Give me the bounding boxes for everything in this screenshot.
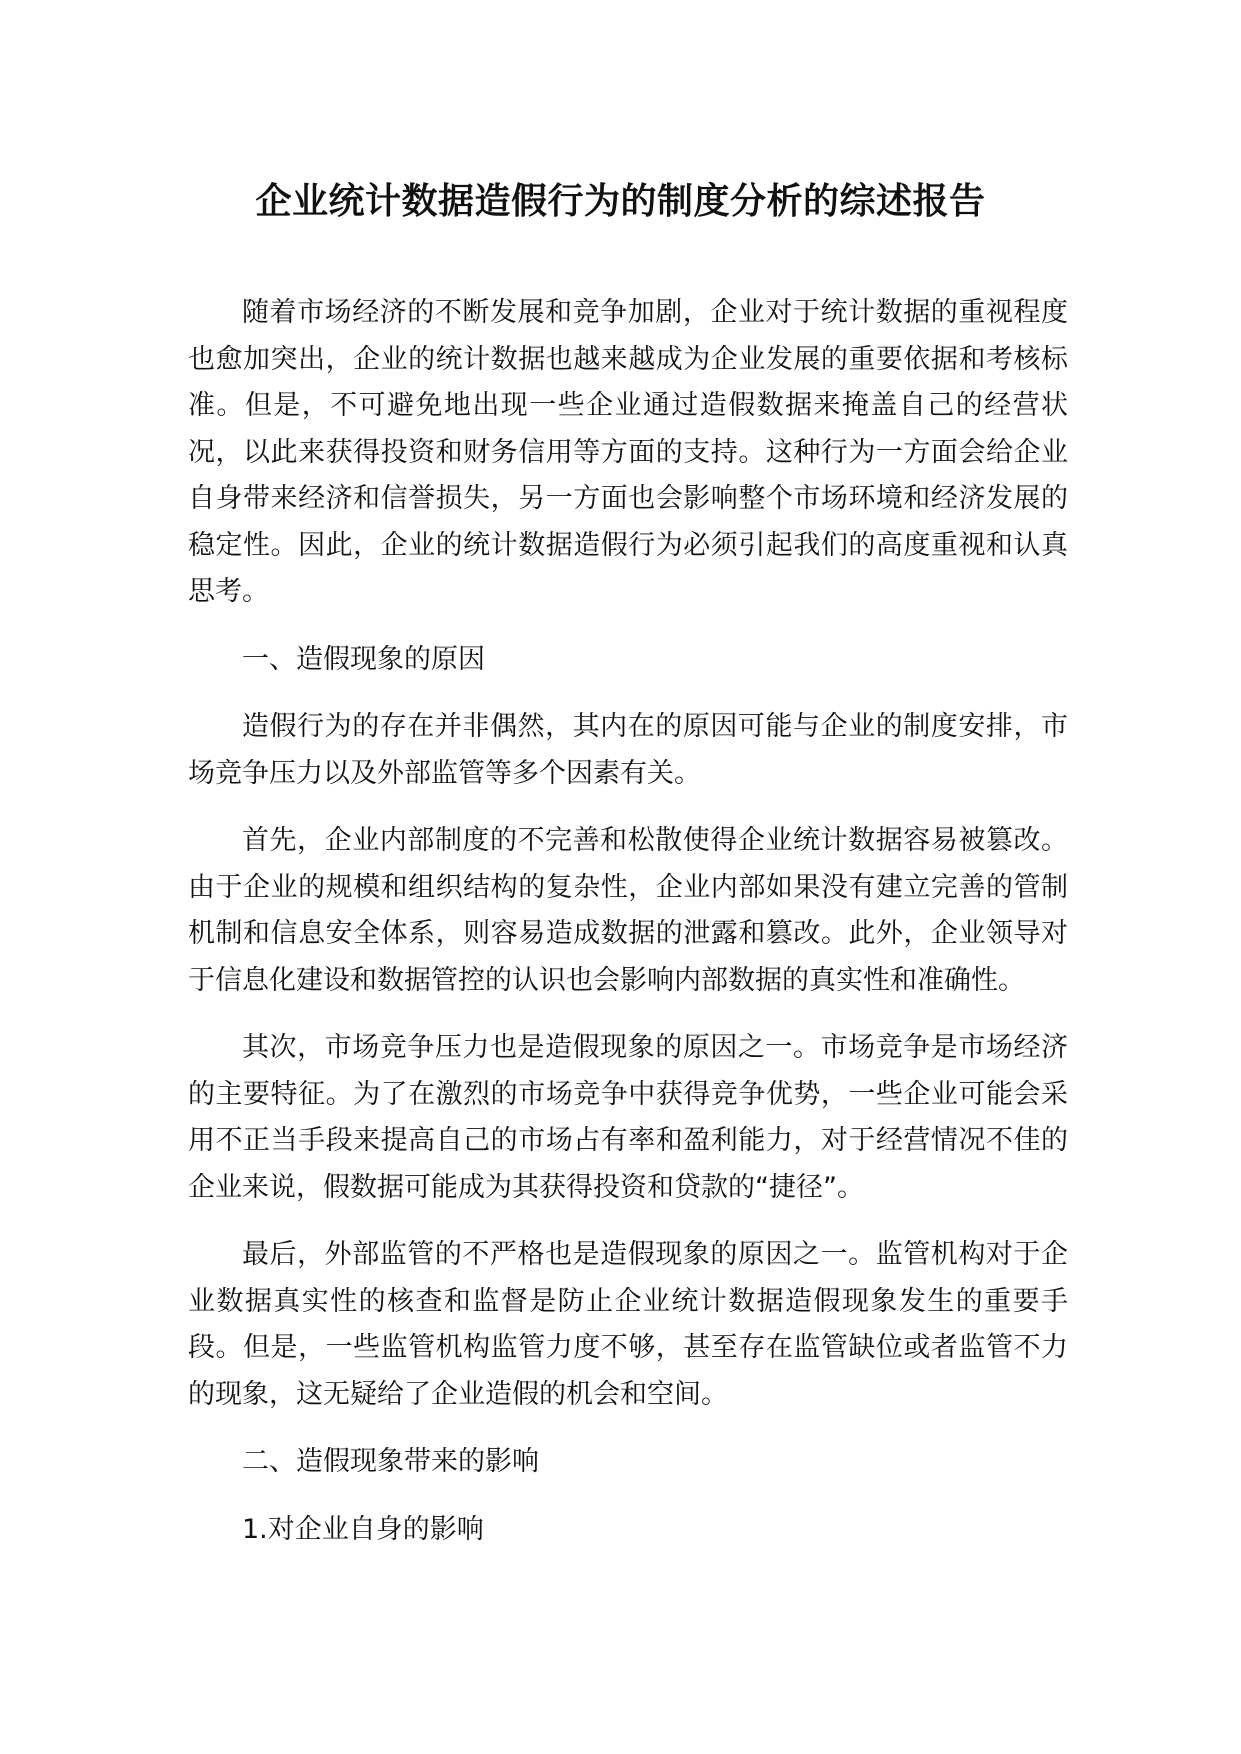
paragraph-intro: 随着市场经济的不断发展和竞争加剧，企业对于统计数据的重视程度也愈加突出，企业的统计数据也越来越成为企业发展的重要依据和考核标准。但是，不可避免地出现一些企业通过造假数据来掩盖自己的经营状况，以此来获得投资和财务信用等方面的支持。这种行为一方面会给企业自身带来经济和信誉损失，另一方面也会影响整个市场环境和经济发展的稳定性。因此，企业的统计数据造假行为必须引起我们的高度重视和认真思考。 [188, 297, 1068, 607]
paragraph-market-pressure: 其次，市场竞争压力也是造假现象的原因之一。市场竞争是市场经济的主要特征。为了在激烈的市场竞争中获得竞争优势，一些企业可能会采用不正当手段来提高自己的市场占有率和盈利能力，对于经营情况不佳的企业来说，假数据可能成为其获得投资和贷款的“捷径”。 [188, 1032, 1068, 1203]
section-heading-impacts: 二、造假现象带来的影响 [242, 1446, 539, 1477]
paragraph-external-supervision: 最后，外部监管的不严格也是造假现象的原因之一。监管机构对于企业数据真实性的核查和监督是防止企业统计数据造假现象发生的重要手段。但是，一些监管机构监管力度不够，甚至存在监管缺位或者监管不力的现象，这无疑给了企业造假的机会和空间。 [188, 1239, 1068, 1410]
paragraph-causes-overview: 造假行为的存在并非偶然，其内在的原因可能与企业的制度安排，市场竞争压力以及外部监管等多个因素有关。 [188, 711, 1068, 789]
document-title: 企业统计数据造假行为的制度分析的综述报告 [255, 181, 986, 222]
section-heading-causes: 一、造假现象的原因 [242, 643, 485, 675]
document-body [188, 290, 1068, 1574]
paragraph-internal-system: 首先，企业内部制度的不完善和松散使得企业统计数据容易被篡改。由于企业的规模和组织结构的复杂性，企业内部如果没有建立完善的管制机制和信息安全体系，则容易造成数据的泄露和篡改。此外，企业领导对于信息化建设和数据管控的认识也会影响内部数据的真实性和准确性。 [188, 825, 1068, 996]
subsection-heading-self-impact: 1.对企业自身的影响 [242, 1513, 484, 1545]
